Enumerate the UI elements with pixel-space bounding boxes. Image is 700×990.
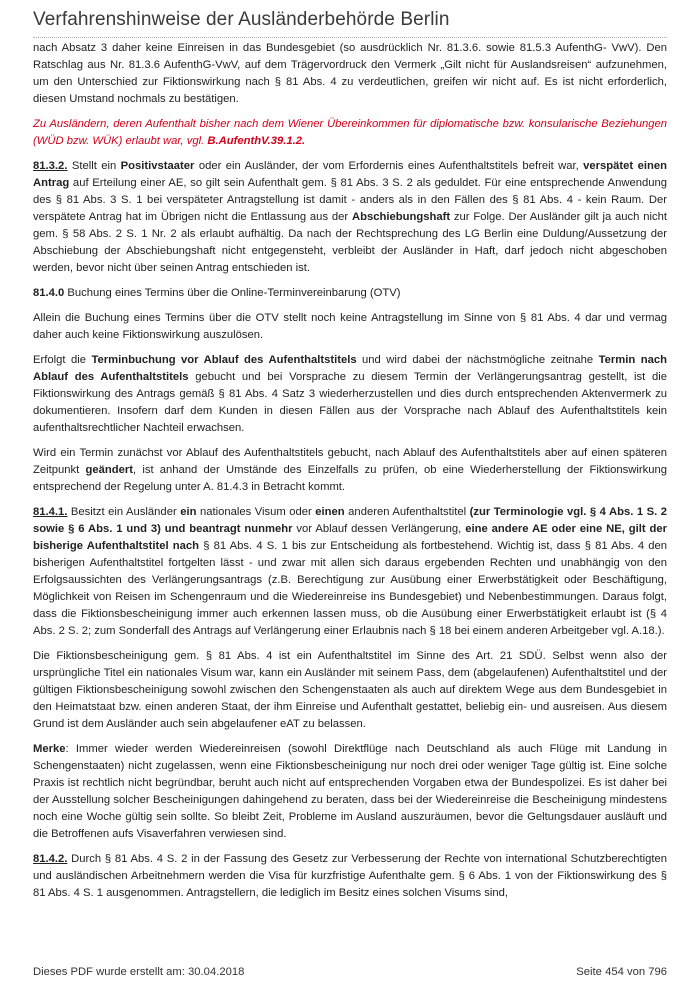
paragraph-text: oder ein Ausländer, der vom Erfordernis eines Aufenthaltstitels befreit war,: [194, 160, 584, 172]
paragraph-text: Durch § 81 Abs. 4 S. 2 in der Fassung des Gesetz zur Verbesserung der Rechte von international Schutzberechtigten und ausländischen Arbeitnehmern werden die Visa für kurzfristige Aufenthalte gem. § 6 Abs. 1 von der Fiktionswirkung des § 81 Abs. 4 S. 1 ausgenommen. Antragstellern, die lediglich im Besitz eines solchen Visums sind,: [33, 853, 667, 899]
paragraph-text: Buchung eines Termins über die Online-Terminvereinbarung (OTV): [64, 287, 401, 299]
paragraph-text: nach Absatz 3 daher keine Einreisen in das Bundesgebiet (so ausdrücklich Nr. 81.3.6. sowie 81.5.3 AufenthG- VwV). Den Ratschlag aus Nr. 81.3.6 AufenthG-VwV, auf dem Trägervordruck den Vermerk „Gilt nicht für Auslandsreisen“ aufzunehmen, um den Unterschied zur Fiktionswirkung nach § 81 Abs. 4 zu verdeutlichen, greifen wir nicht auf. Es ist nicht erforderlich, diesen Umstand nochmals zu bestätigen.: [33, 42, 667, 105]
document-body: [33, 40, 667, 910]
footer-page-number: Seite 454 von 796: [576, 966, 667, 978]
emphasis-text: ein: [180, 506, 197, 518]
paragraph-text: Zu Ausländern, deren Aufenthalt bisher nach dem Wiener Übereinkommen für diplomatische bzw. konsularische Beziehungen (WÜD bzw. WÜK) erlaubt war, vgl.: [33, 118, 667, 147]
body-paragraph: [33, 648, 667, 733]
paragraph-text: Besitzt ein Ausländer: [67, 506, 181, 518]
emphasis-text: Abschiebungshaft: [351, 211, 451, 223]
emphasis-text: Terminbuchung vor Ablauf des Aufenthaltstitels: [91, 354, 357, 366]
emphasis-text: verspätet einen Antrag: [33, 160, 667, 189]
paragraph-text: : Immer wieder werden Wiedereinreisen (sowohl Direktflüge nach Deutschland als auch Flüge mit Landung in Schengenstaaten) nicht zugelassen, wenn eine Fiktionsbescheinigung nur noch drei oder weniger Tage gültig ist. Eine solche Praxis ist rechtlich nicht begründbar, beruht auch nicht auf entsprechenden Vorgaben etwa der Bundespolizei. Es ist daher bei der Ausstellung solcher Bescheinigungen dahingehend zu beraten, dass bei der Wiedereinreise die Bescheinigung mindestens noch eine Woche gültig sein sollte. So bleibt Zeit, Probleme im Ausland auszuräumen, bevor die Geltungsdauer ausläuft und die Betroffenen aufs Visaverfahren verwiesen sind.: [33, 743, 667, 840]
paragraph-text: anderen Aufenthaltstitel: [344, 506, 470, 518]
page-header: [33, 9, 667, 38]
emphasis-text: eine andere AE oder eine NE, gilt der bisherige Aufenthaltstitel nach: [33, 523, 668, 552]
paragraph-text: vor Ablauf dessen Verlängerung,: [292, 523, 466, 535]
section-number: 81.4.0: [33, 287, 65, 299]
paragraph-text: Erfolgt die: [33, 354, 92, 366]
footer-creation-date: Dieses PDF wurde erstellt am: 30.04.2018: [33, 966, 245, 978]
body-paragraph: [33, 352, 667, 437]
body-paragraph: [33, 285, 667, 302]
emphasis-text: Positivstaater: [120, 160, 195, 172]
paragraph-text: auf Erteilung einer AE, so gilt sein Aufenthalt gem. § 81 Abs. 3 S. 2 als geduldet. Für eine entsprechende Anwendung des § 81 Abs. 3 S. 1 bei verspäteter Antragstellung ist damit - anders als in den Fällen des § 81 Abs. 4 - kein Raum. Der verspätete Antrag hat im Übrigen nicht die Entlassung aus der: [33, 177, 667, 223]
paragraph-text: , ist anhand der Umstände des Einzelfalls zu prüfen, ob eine Wiederherstellung der Fiktionswirkung entsprechend der Regelung unter A. 81.4.3 in Betracht kommt.: [33, 464, 667, 493]
paragraph-text: zur Folge. Der Ausländer gilt ja auch nicht gem. § 58 Abs. 2 S. 1 Nr. 2 als erlaubt aufhältig. Da nach der Rechtsprechung des LG Berlin eine Duldung/Aussetzung der Abschiebung der Abschiebungshaft nicht entgegensteht, verbleibt der Ausländer in Haft, darf jedoch nicht abgeschoben werden, bevor nicht über seinen Antrag entschieden ist.: [33, 211, 667, 274]
page-title: Verfahrenshinweise der Ausländerbehörde Berlin: [33, 9, 450, 30]
paragraph-text: Stellt ein: [67, 160, 121, 172]
body-paragraph: [33, 741, 667, 843]
section-number: 81.4.2.: [33, 853, 68, 865]
emphasis-text: Merke: [33, 743, 66, 755]
paragraph-text: Die Fiktionsbescheinigung gem. § 81 Abs. 4 ist ein Aufenthaltstitel im Sinne des Art. 21 SDÜ. Selbst wenn also der ursprüngliche Titel ein nationales Visum war, kann ein Ausländer mit seinem Pass, dem (abgelaufenen) Aufenthaltstitel und der gültigen Fiktionsbescheinigung sowohl zwischen den Schengenstaaten als auch auf direktem Wege aus dem Bundesgebiet in den Heimatstaat bzw. einen anderen Staat, der ihm Einreise und Aufenthalt gestattet, beliebig ein- und ausreisen. Aus diesem Grund ist dem Ausländer auch sein abgelaufener eAT zu belassen.: [33, 650, 667, 730]
body-paragraph: [33, 851, 667, 902]
body-paragraph: [33, 40, 667, 108]
paragraph-text: Wird ein Termin zunächst vor Ablauf des Aufenthaltstitels gebucht, nach Ablauf des Aufenthaltstitels aber auf einen späteren Zeitpunkt: [33, 447, 667, 476]
paragraph-text: nationales Visum oder: [196, 506, 316, 518]
section-number: 81.4.1.: [33, 506, 68, 518]
emphasis-text: B.AufenthV.39.1.2.: [207, 135, 306, 147]
paragraph-text: gebucht und bei Vorsprache zu diesem Termin der Verlängerungsantrag gestellt, ist die Fiktionswirkung des Antrags gemäß § 81 Abs. 4 Satz 3 wiederherzustellen und dies durch entsprechenden Aktenvermerk zu dokumentieren. Insofern darf dem Kunden in diesen Fällen aus der Vorsprache nach Ablauf des Aufenthaltstitels kein aufenthaltsrechtlicher Nachteil erwachsen.: [33, 371, 667, 434]
emphasis-text: geändert: [85, 464, 133, 476]
paragraph-text: Allein die Buchung eines Termins über die OTV stellt noch keine Antragstellung im Sinne von § 81 Abs. 4 dar und vermag daher auch keine Fiktionswirkung auszulösen.: [33, 312, 667, 341]
body-paragraph: [33, 310, 667, 344]
paragraph-text: § 81 Abs. 4 S. 1 bis zur Entscheidung als fortbestehend. Wichtig ist, dass § 81 Abs. 4 den bisherigen Aufenthaltstitel fortgelten lässt - und zwar mit allen sich daraus ergebenden Rechten und unabhängig von den Erfolgsaussichten des Verlängerungsantrags (z.B. Berechtigung zur Ausübung einer Erwerbstätigkeit oder Beschäftigung, Möglichkeit von Reisen im Schengenraum und die Wiedereinreise ins Bundesgebiet) und Nebenbestimmungen. Daraus folgt, dass die Fiktionsbescheinigung immer auch erkennen lassen muss, ob die Ausübung einer Erwerbstätigkeit erlaubt ist (§ 4 Abs. 2 S. 2; zum Sonderfall des Antrags auf Verlängerung einer Erlaubnis nach § 18 bei einem anderen Arbeitgeber vgl. A.18.).: [33, 540, 668, 637]
emphasis-text: (zur Terminologie vgl. § 4 Abs. 1 S. 2 sowie § 6 Abs. 1 und 3) und beantragt nunmehr: [33, 506, 667, 535]
section-number: 81.3.2.: [33, 160, 68, 172]
body-paragraph: [33, 158, 667, 277]
emphasis-text: Termin nach Ablauf des Aufenthaltstitels: [33, 354, 668, 383]
body-paragraph: [33, 504, 667, 640]
paragraph-text: und wird dabei der nächstmögliche zeitnahe: [356, 354, 599, 366]
notice-paragraph: [33, 116, 667, 150]
emphasis-text: einen: [315, 506, 345, 518]
body-paragraph: [33, 445, 667, 496]
